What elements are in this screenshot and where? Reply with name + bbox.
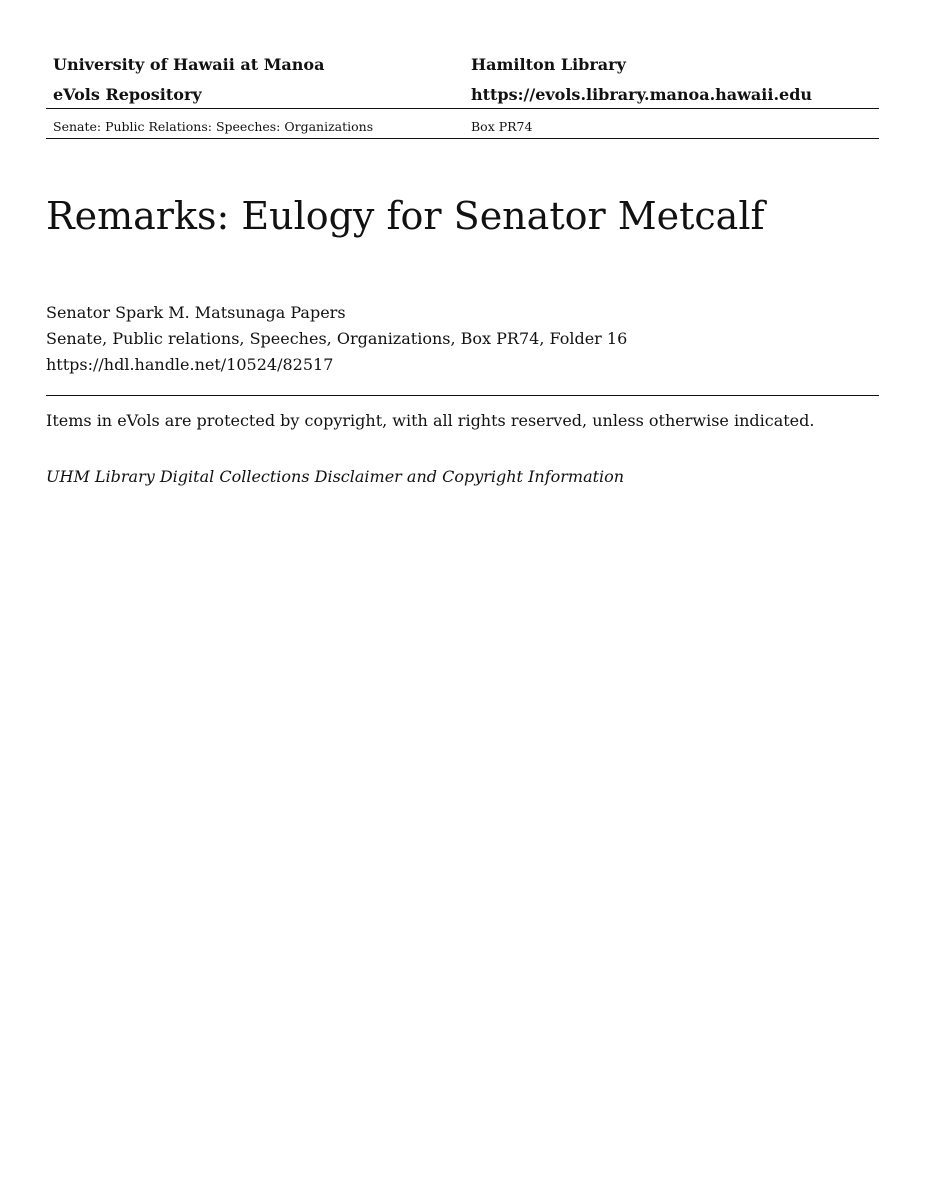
header-divider-top	[46, 108, 879, 109]
header-subrow	[46, 116, 879, 138]
handle-link[interactable]: https://hdl.handle.net/10524/82517	[46, 355, 334, 374]
header-row-1	[46, 52, 879, 82]
box-label: Box PR74	[471, 119, 533, 134]
repository-url: https://evols.library.manoa.hawaii.edu	[471, 85, 813, 104]
folder-location: Senate, Public relations, Speeches, Organizations, Box PR74, Folder 16	[46, 329, 628, 348]
citation-block	[46, 300, 627, 378]
header-divider-bottom	[46, 138, 879, 139]
disclaimer-link[interactable]: UHM Library Digital Collections Disclaimer and Copyright Information	[46, 467, 625, 486]
collection-name: Senator Spark M. Matsunaga Papers	[46, 303, 346, 322]
library-name: Hamilton Library	[471, 55, 626, 74]
page-title: Remarks: Eulogy for Senator Metcalf	[46, 194, 765, 238]
section-divider	[46, 395, 879, 396]
institution-name: University of Hawaii at Manoa	[53, 55, 325, 74]
header	[46, 52, 879, 134]
repository-name: eVols Repository	[53, 85, 202, 104]
collection-path: Senate: Public Relations: Speeches: Organizations	[53, 119, 374, 134]
copyright-notice: Items in eVols are protected by copyright, with all rights reserved, unless otherwise indicated.	[46, 411, 815, 430]
